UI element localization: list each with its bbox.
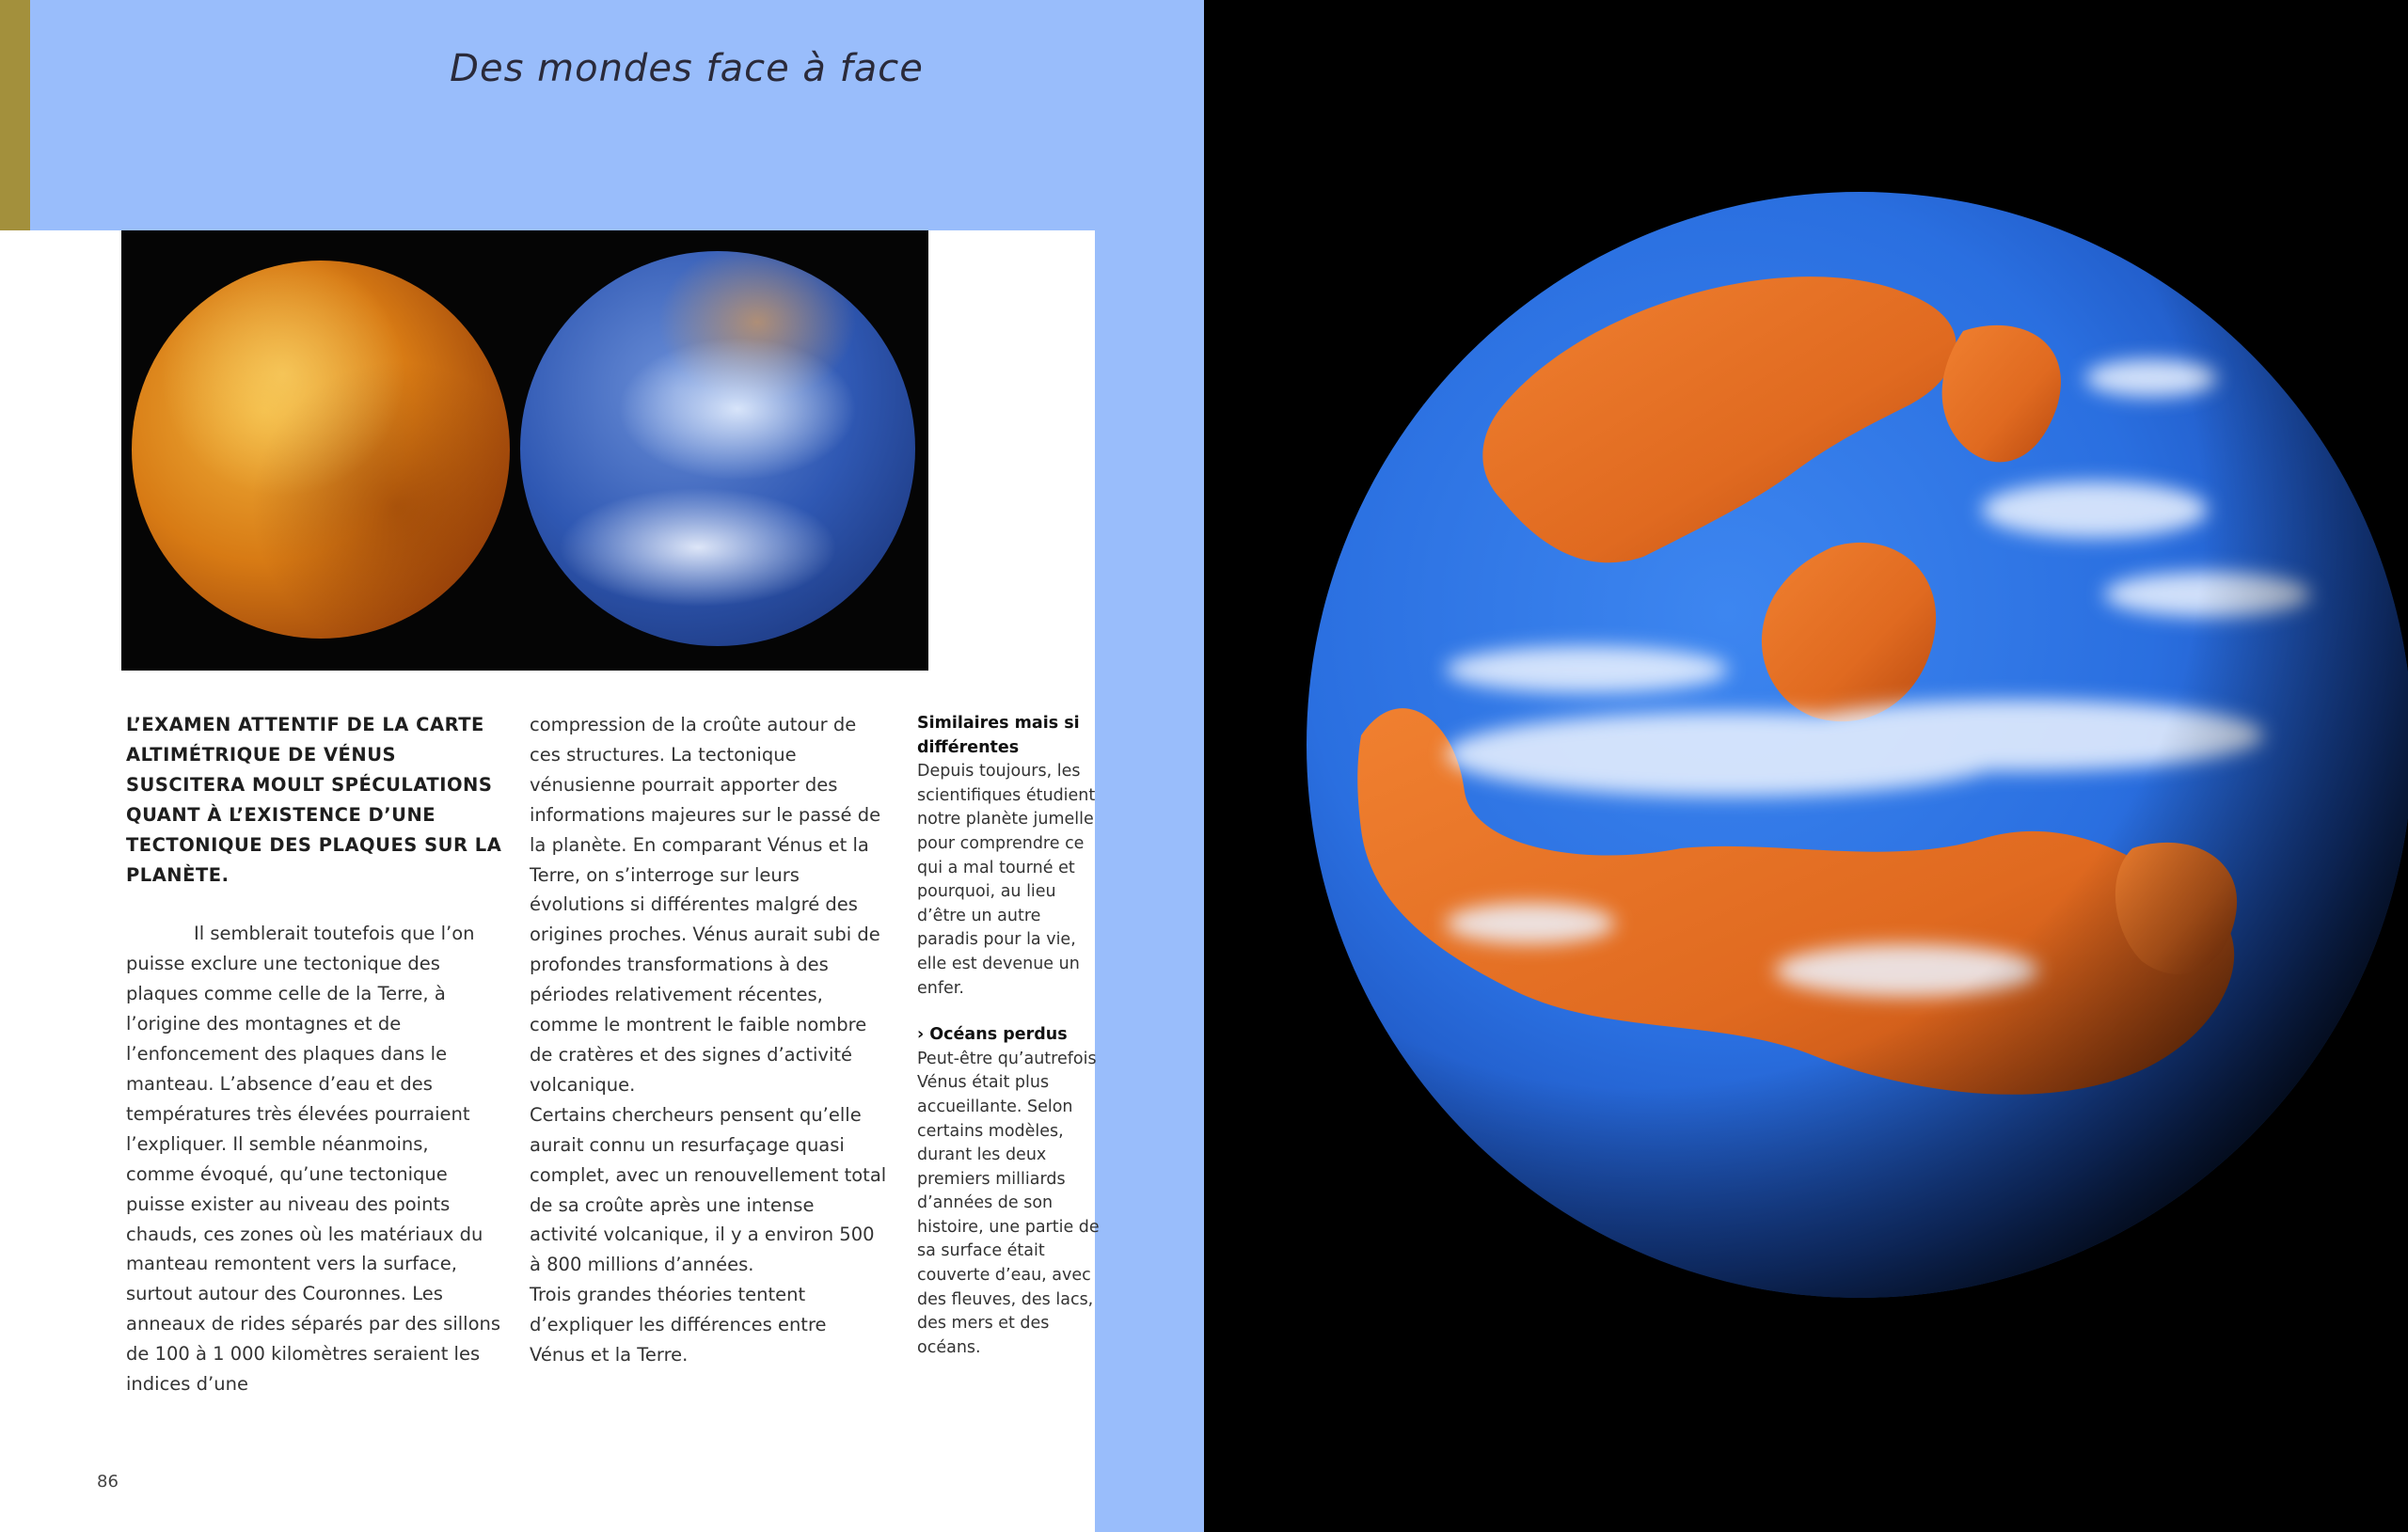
body-paragraph: Trois grandes théories tentent d’expliquer les différences entre Vénus et la Terre. [530,1284,827,1366]
venus-earth-photo [121,230,928,671]
venus-oceans-illustration [1305,190,2408,1300]
text-column-1 [126,710,502,1399]
right-page [1204,0,2408,1532]
sidebar-heading: Similaires mais si différentes [917,714,1080,757]
sidebar-heading: › Océans perdus [917,1025,1068,1045]
text-column-2 [530,710,887,1370]
page-title: Des mondes face à face [450,47,924,90]
sidebar-text: Peut-être qu’autrefois Vénus était plus accueillante. Selon certains modèles, durant les deux premiers milliards d’années de son histoire, une partie de sa surface était couverte d’eau, avec des fleuves, des lacs, des mers et des océans. [917,1049,1100,1357]
gold-strip [0,0,30,230]
body-paragraph: Certains chercheurs pensent qu’elle aurait connu un resurfaçage quasi complet, avec un renouvellement total de sa croûte après une intense activité volcanique, il y a environ 500 à 800 millions d’années. [530,1103,887,1276]
page-number: 86 [97,1472,119,1492]
body-paragraph: Il semblerait toutefois que l’on puisse exclure une tectonique des plaques comme celle de la Terre, à l’origine des montagnes et de l’enfoncement des plaques dans le manteau. L’absence d’eau et des températures très élevées pourraient l’expliquer. Il semble néanmoins, comme évoqué, qu’une tectonique puisse exister au niveau des points chauds, ces zones où les matériaux du manteau remontent vers la surface, surtout autour des Couronnes. Les anneaux de rides séparés par des sillons de 100 à 1 000 kilomètres seraient les indices d’une [126,923,501,1396]
terminator-shadow [1307,192,2408,1298]
venus-image [132,261,510,639]
sidebar-column [917,712,1105,1360]
body-paragraph: compression de la croûte autour de ces structures. La tectonique vénusienne pourrait apporter des informations majeures sur le passé de la planète. En comparant Vénus et la Terre, on s’interroge sur leurs évolutions si différentes malgré des origines proches. Vénus aurait subi de profondes transformations à des périodes relativement récentes, comme le montrent le faible nombre de cratères et des signes d’activité volcanique. [530,714,881,1096]
earth-image [520,251,915,646]
lead-paragraph: L’EXAMEN ATTENTIF DE LA CARTE ALTIMÉTRIQUE DE VÉNUS SUSCITERA MOULT SPÉCULATIONS QUANT À L’EXISTENCE D’UNE TECTONIQUE DES PLAQUES SUR LA PLANÈTE. [126,714,502,886]
sidebar-text: Depuis toujours, les scientifiques étudient notre planète jumelle pour comprendre ce qui a mal tourné et pourquoi, au lieu d’être un autre paradis pour la vie, elle est devenue un enfer. [917,762,1096,998]
